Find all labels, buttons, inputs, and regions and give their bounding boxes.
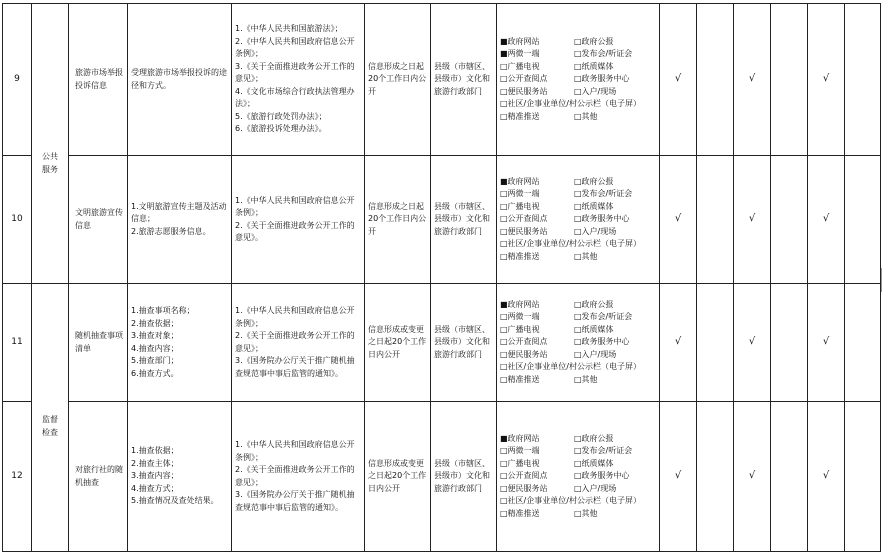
content-line: 2.旅游志愿服务信息。 [131,226,211,236]
disclosure-content [128,4,232,156]
channel-option: □公开查阅点 [500,214,548,224]
check-mark: √ [734,284,771,402]
content-line: 3.抽查内容； [131,471,179,481]
row-number: 11 [3,284,32,402]
check-mark [845,284,881,402]
channel-option: □两微一端 [500,312,540,322]
channel-option: □政务服务中心 [574,74,630,84]
channel-option: □发布会/听证会 [574,49,633,59]
disclosure-basis [232,156,365,284]
disclosure-content [128,284,232,402]
content-line: 4.抽查方式； [131,483,179,493]
content-line: 2.抽查依据； [131,318,179,328]
disclosure-channels [497,156,660,284]
basis-line: 6.《旅游投诉处理办法》。 [235,124,327,134]
channel-option: □两微一端 [500,446,540,456]
channel-option: □其他 [574,374,598,384]
disclosure-table [2,3,881,552]
disclosure-time: 信息形成或变更之日起20个工作日内公开 [365,402,431,552]
row-number: 9 [3,4,32,156]
channel-option: □精准推送 [500,111,540,121]
check-mark: √ [808,402,845,552]
disclosure-basis [232,284,365,402]
channel-option: □入户/现场 [574,86,617,96]
item-name: 文明旅游宣传信息 [69,156,128,284]
disclosure-basis [232,402,365,552]
channel-option: □其他 [574,251,598,261]
table-row [3,4,881,156]
basis-line: 2.《关于全面推进政务公开工作的意见》； [235,331,355,353]
channel-option: □政府公报 [574,299,614,309]
channel-option: □政务服务中心 [574,337,630,347]
disclosure-time: 信息形成或变更之日起20个工作日内公开 [365,284,431,402]
check-mark: √ [734,402,771,552]
channel-option: □入户/现场 [574,349,617,359]
channel-list [500,299,656,387]
channel-option: □公开查阅点 [500,471,548,481]
basis-line: 4.《文化市场综合行政执法管理办法》； [235,86,355,109]
basis-line: 3.《关于全面推进政务公开工作的意见》； [235,61,355,84]
check-mark: √ [808,284,845,402]
basis-line: 1.《中华人民共和国旅游法》； [235,24,343,34]
disclosure-time: 信息形成之日起20个工作日内公开 [365,4,431,156]
check-mark: √ [660,4,697,156]
channel-option: □纸质媒体 [574,458,614,468]
channel-option: □广播电视 [500,324,540,334]
basis-line: 1.《中华人民共和国政府信息公开条例》； [235,306,355,328]
channel-option: □便民服务站 [500,86,548,96]
page-edge-marker [881,268,882,292]
channel-option: ■政府网站 [500,433,540,443]
disclosure-time: 信息形成之日起20个工作日内公开 [365,156,431,284]
channel-option: ■政府网站 [500,36,540,46]
check-mark: √ [660,284,697,402]
content-line: 4.抽查内容； [131,343,179,353]
disclosure-subject: 县级（市辖区、县级市）文化和旅游行政部门 [431,284,497,402]
check-mark [845,156,881,284]
check-mark [697,402,734,552]
check-mark: √ [808,156,845,284]
category-cell [32,284,69,552]
disclosure-subject: 县级（市辖区、县级市）文化和旅游行政部门 [431,4,497,156]
category-label: 公共 [42,152,58,161]
check-mark [697,284,734,402]
channel-option: □公开查阅点 [500,337,548,347]
disclosure-content [128,156,232,284]
check-mark [697,156,734,284]
channel-option: ■政府网站 [500,299,540,309]
channel-option: □两微一端 [500,189,540,199]
content-line: 6.抽查方式。 [131,368,179,378]
channel-option: □发布会/听证会 [574,189,633,199]
disclosure-channels [497,402,660,552]
disclosure-basis [232,4,365,156]
check-mark [771,156,808,284]
check-mark: √ [734,4,771,156]
item-name: 旅游市场举报投诉信息 [69,4,128,156]
basis-line: 1.《中华人民共和国政府信息公开条例》； [235,440,355,462]
channel-option: □精准推送 [500,508,540,518]
channel-option: □精准推送 [500,251,540,261]
table-row [3,156,881,284]
channel-option: ■两微一端 [500,49,540,59]
content-line: 5.抽查情况及查处结果。 [131,496,219,506]
channel-option: □政务服务中心 [574,471,630,481]
category-label: 服务 [42,164,58,174]
channel-option: □其他 [574,111,598,121]
disclosure-subject: 县级（市辖区、县级市）文化和旅游行政部门 [431,156,497,284]
channel-option: □政府公报 [574,433,614,443]
channel-list [500,433,656,521]
channel-option: □政府公报 [574,36,614,46]
basis-line: 2.《中华人民共和国政府信息公开条例》； [235,36,355,59]
basis-line: 2.《关于全面推进政务公开工作的意见》； [235,465,355,487]
channel-option: □发布会/听证会 [574,312,633,322]
channel-option: □广播电视 [500,61,540,71]
channel-option: □纸质媒体 [574,61,614,71]
channel-option: □政府公报 [574,176,614,186]
channel-option: □政务服务中心 [574,214,630,224]
category-label: 检查 [42,427,58,437]
channel-list [500,176,656,264]
content-line: 1.抽查事项名称； [131,306,195,315]
category-cell [32,4,69,284]
channel-option: □入户/现场 [574,226,617,236]
check-mark [771,284,808,402]
check-mark [697,4,734,156]
content-line: 3.抽查对象； [131,331,179,340]
basis-line: 2.《关于全面推进政务公开工作的意见》。 [235,220,355,242]
channel-option: □便民服务站 [500,349,548,359]
check-mark: √ [660,156,697,284]
check-mark [771,4,808,156]
check-mark: √ [734,156,771,284]
channel-option: □社区/企事业单位/村公示栏（电子屏） [500,99,641,109]
channel-option: □广播电视 [500,458,540,468]
item-name: 随机抽查事项清单 [69,284,128,402]
channel-option: □广播电视 [500,201,540,211]
channel-option: □公开查阅点 [500,74,548,84]
check-mark [771,402,808,552]
item-name: 对旅行社的随机抽查 [69,402,128,552]
check-mark [845,402,881,552]
content-line: 5.抽查部门； [131,356,179,365]
channel-option: □社区/企事业单位/村公示栏（电子屏） [500,239,641,249]
disclosure-subject: 县级（市辖区、县级市）文化和旅游行政部门 [431,402,497,552]
check-mark [845,4,881,156]
content-line: 1.抽查依据； [131,446,179,456]
table-row [3,284,881,402]
channel-option: □精准推送 [500,374,540,384]
disclosure-content [128,402,232,552]
channel-option: ■政府网站 [500,176,540,186]
channel-option: □便民服务站 [500,483,548,493]
disclosure-channels [497,4,660,156]
channel-option: □社区/企事业单位/村公示栏（电子屏） [500,362,641,372]
row-number: 10 [3,156,32,284]
basis-line: 3.《国务院办公厅关于推广随机抽查规范事中事后监管的通知》。 [235,490,355,512]
channel-option: □便民服务站 [500,226,548,236]
basis-line: 3.《国务院办公厅关于推广随机抽查规范事中事后监管的通知》。 [235,356,355,378]
check-mark: √ [660,402,697,552]
basis-line: 5.《旅游行政处罚办法》； [235,111,327,121]
check-mark: √ [808,4,845,156]
basis-line: 1.《中华人民共和国政府信息公开条例》； [235,195,355,217]
channel-list [500,36,656,124]
table-row [3,402,881,552]
category-label: 监督 [42,415,58,424]
content-line: 2.抽查主体； [131,458,179,468]
channel-option: □发布会/听证会 [574,446,633,456]
content-line: 受理旅游市场举报投诉的途径和方式。 [131,68,227,90]
disclosure-channels [497,284,660,402]
channel-option: □其他 [574,508,598,518]
channel-option: □纸质媒体 [574,324,614,334]
channel-option: □社区/企事业单位/村公示栏（电子屏） [500,496,641,506]
channel-option: □纸质媒体 [574,201,614,211]
row-number: 12 [3,402,32,552]
channel-option: □入户/现场 [574,483,617,493]
content-line: 1.文明旅游宣传主题及活动信息； [131,201,227,224]
